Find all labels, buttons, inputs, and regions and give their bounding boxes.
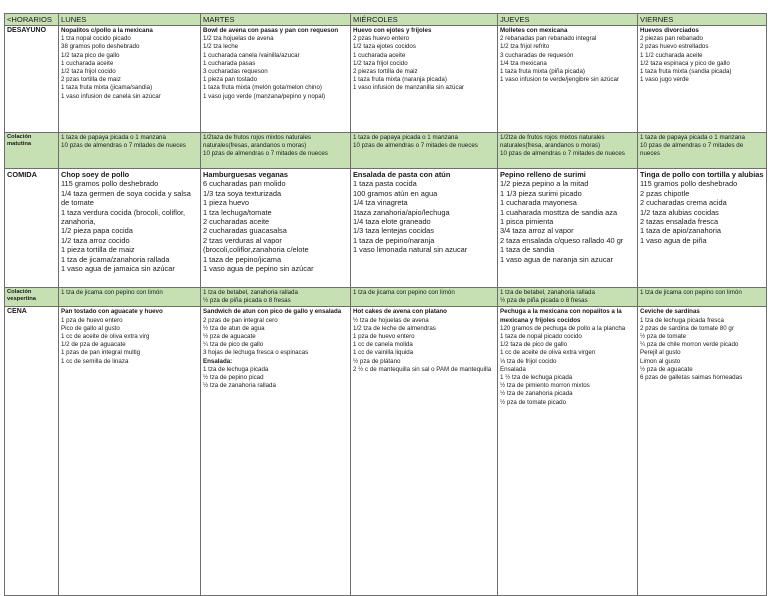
ingredient-line: 1 taza de papaya picada o 1 manzana [353, 134, 458, 141]
ingredient-line: 1 pieza huevo [203, 198, 250, 208]
ingredient-line: 1taza zanahoria/apio/lechuga [353, 207, 450, 217]
meal-cell [638, 288, 767, 307]
ingredient-line: 1 tza de jicama con pepino con limón [353, 289, 455, 296]
ingredient-line: 1 1/2 cucharada aceite [640, 51, 703, 59]
meal-time-label: CENA [5, 307, 59, 596]
meal-cell [59, 133, 201, 169]
ingredient-line: 2 pzas huevo entero [353, 35, 410, 43]
dish-title: Tinga de pollo con tortilla y alubias [640, 170, 764, 179]
ingredient-line: 2 tazas ensalada fresca [640, 217, 719, 227]
ingredient-line: 1 ½ tza de lechuga picada [500, 374, 573, 382]
dish-title: Huevos divorciados [640, 27, 699, 34]
ingredient-line: 1/2 tza hojuelas de avena [203, 35, 274, 43]
ingredient-line: 1 vaso infusion de canela sin azúcar [61, 92, 161, 100]
header-day-monday: LUNES [59, 14, 201, 26]
header-day-friday: VIERNES [638, 14, 767, 26]
meal-time-label: Colación vespertina [5, 288, 59, 307]
ingredient-line: 1 vaso agua de naranja sin azucar [500, 254, 613, 264]
ingredient-line: 1 vaso jugo verde [640, 76, 689, 84]
ingredient-line: ¼ tza de pico de gallo [203, 341, 264, 349]
ingredient-line: 1 tza de jicama con pepino con limón [61, 289, 163, 296]
ingredient-line: 115 gramos pollo deshebrado [61, 179, 159, 189]
ingredient-line: 2 tzas verduras al vapor (brocoli,coliflor,zanahoria c/elote [203, 235, 309, 255]
ingredient-line: 1 tza de jicama/zanahoria rallada [61, 254, 170, 264]
ingredient-line: 1 pzas de pan integral multig [61, 349, 141, 357]
ingredient-line: 3 cucharadas de requesón [500, 51, 574, 59]
dish-title: Huevo con ejotes y frijoles [353, 27, 432, 34]
dish-title: Bowl de avena con pasas y pan con requeson [203, 27, 339, 34]
ingredient-line: 1 tza nopal cocido picado [61, 35, 131, 43]
ingredient-line: 1/3 tza soya texturizada [203, 188, 282, 198]
ingredient-line: ½ tza de atun de agua [203, 324, 265, 332]
ingredient-line: 1/2 pieza papa cocida [61, 226, 133, 236]
ingredient-line: 38 gramos pollo deshebrado [61, 43, 140, 51]
ingredient-line: ½ pza de piña picada o 8 fresas [500, 297, 588, 305]
dish-title: Nopalitos c/pollo a la mexicana [61, 27, 153, 34]
ingredient-line: 1 pieza pan tostado [203, 76, 258, 84]
meal-cell [351, 169, 498, 288]
ingredient-line: 2 taza ensalada c/queso rallado 40 gr [500, 235, 624, 245]
dish-title: Pechuga a la mexicana con nopalitos a la mexicana y frijoles cocidos [500, 308, 622, 324]
ingredient-line: Ensalada [500, 365, 526, 373]
ingredient-line: Limon al gusto [640, 357, 681, 365]
ingredient-line: 1/2 tza de leche de almendras [353, 324, 436, 332]
ingredient-line: 1 cucharada aceite [61, 59, 114, 67]
ingredient-line: 6 pzas de galletas saimas horneadas [640, 374, 743, 382]
ingredient-line: 1 taza fruta mixta (piña picada) [500, 68, 585, 76]
ingredient-line: 2 piezas pan rebanado [640, 35, 703, 43]
ingredient-line: 2 rebanadas pan rebanado integral [500, 35, 597, 43]
header-row [5, 14, 767, 26]
ingredient-line: 2 piezas tortilla de maiz [353, 68, 418, 76]
ingredient-line: 1 vaso infusion de manzanilla sin azúcar [353, 84, 465, 92]
lunch-row [5, 169, 767, 288]
ingredient-line: 2 pzas huevo estrellados [640, 43, 709, 51]
meal-cell [201, 288, 351, 307]
ingredient-line: 1 vaso limonada natural sin azucar [353, 245, 468, 255]
ingredient-line: 2 cucharadas aceite [203, 217, 270, 227]
dish-title: Pan tostado con aguacate y huevo [61, 308, 163, 316]
ingredient-line: 1 vaso agua de piña [640, 235, 707, 245]
ingredient-line: 1 taza de pepino/naranja [353, 235, 435, 245]
ingredient-line: 1 taza fruta mixta (naranja picada) [353, 76, 447, 84]
ingredient-line: ½ pza de plátano [353, 357, 401, 365]
ingredient-line: 1 vaso jugo verde (manzana/pepino y nopal) [203, 92, 326, 100]
header-day-wednesday: MIÉRCOLES [351, 14, 498, 26]
ingredient-line: 1/2 taza frijol cocido [61, 68, 116, 76]
header-day-thursday: JUEVES [498, 14, 638, 26]
ingredient-line: 1 vaso agua de jamaica sin azúcar [61, 264, 175, 274]
ingredient-line: 10 pzas de almendras o 7 mitades de nueces [203, 150, 328, 158]
dish-title: Ensalada de pasta con atún [353, 170, 451, 179]
ingredient-line: 1 vaso infusion te verde/jengibre sin azúcar [500, 76, 620, 84]
meal-cell [59, 288, 201, 307]
ingredient-line: 1/2 taza ejotes cocidos [353, 43, 416, 51]
ingredient-line: 1 cc de aceite de oliva extra virgen [500, 349, 596, 357]
meal-cell [59, 26, 201, 133]
meal-cell [638, 169, 767, 288]
dish-title: Ceviche de sardinas [640, 308, 700, 316]
ingredient-line: 1 cucharada canela /vainilla/azucar [203, 51, 300, 59]
meal-plan-table [4, 13, 767, 596]
ingredient-line: 1 taza de papaya picada o 1 manzana [640, 134, 745, 141]
ingredient-line: 1/2 tza leche [203, 43, 239, 51]
dish-title: Sandwich de atun con pico de gallo y ensalada [203, 308, 342, 316]
ingredient-line: 1/4 tza vinagreta [353, 198, 408, 208]
ingredient-line: 10 pzas de almendras o 7 mitades de nueces [500, 150, 625, 158]
afternoon-snack-row [5, 288, 767, 307]
ingredient-line: 1 1/3 pieza surimi picado [500, 188, 582, 198]
ingredient-line: 1 tza de lechuga picada fresca [640, 316, 724, 324]
meal-time-label: DESAYUNO [5, 26, 59, 133]
ingredient-line: 115 gramos pollo deshebrado [640, 179, 738, 189]
ingredient-line: 1/4 taza elote graneado [353, 217, 431, 227]
ingredient-line: 1 taza de pepino/jicama [203, 254, 282, 264]
ingredient-line: ½ pza de tomate picado [500, 398, 567, 406]
ingredient-line: 1 vaso agua de pepino sin azúcar [203, 264, 314, 274]
ingredient-line: 6 cucharadas pan molido [203, 179, 286, 189]
ingredient-line: 1 cuaharada mosttza de sandia aza [500, 207, 618, 217]
ingredient-line: ½ pza de tomate [640, 333, 687, 341]
meal-cell [351, 288, 498, 307]
ingredient-line: ½ tza de zanahoria rallada [203, 382, 276, 390]
ingredient-line: 2 pzas chipotle [640, 188, 690, 198]
ingredient-line: 1/2 pieza pepino a la mitad [500, 179, 589, 189]
ingredient-line: 1/2 taza espinaca y pico de gallo [640, 59, 730, 67]
ingredient-line: 1 pza de huevo entero [353, 333, 415, 341]
ingredient-line: 1/2 taza alubias cocidas [640, 207, 719, 217]
ingredient-line: ½ pza de aguacate [640, 365, 693, 373]
ingredient-line: 1 tza de betabel, zanahoria rallada [500, 289, 595, 296]
dish-title: Molletes con mexicana [500, 27, 568, 34]
ingredient-line: 1/2 taza de pico de gallo [500, 341, 568, 349]
ingredient-line: 1 tza de betabel, zanahoria rallada [203, 289, 298, 296]
meal-cell [201, 133, 351, 169]
ingredient-line: 1/4 taza germen de soya cocida y salsa de tomate [61, 188, 191, 208]
ingredient-line: 1/2 taza arroz cocido [61, 235, 130, 245]
ingredient-line: ½ pza de aguacate [203, 333, 256, 341]
morning-snack-row [5, 133, 767, 169]
ingredient-line: ⅓ tza de frijol cocido [500, 357, 557, 365]
meal-cell [638, 133, 767, 169]
ingredient-line: 1 cucharada pasas [203, 59, 256, 67]
ingredient-line: 1 taza de sandia [500, 245, 555, 255]
ingredient-line: 100 gramos atún en agua [353, 188, 438, 198]
ingredient-line: 1 taza de apio/zanahoria [640, 226, 721, 236]
ingredient-line: 1/2taza de frutos rojos mixtos naturales naturales(fresas, arandanos o moras) [203, 134, 311, 150]
header-day-tuesday: MARTES [201, 14, 351, 26]
meal-cell [498, 133, 638, 169]
meal-cell [201, 26, 351, 133]
ingredient-line: 1 taza verdura cocida (brocoli, coliflor, zanahoria, [61, 207, 186, 227]
meal-cell [351, 26, 498, 133]
ingredient-line: 1 taza fruta mixta (melón gota/melon chino) [203, 84, 322, 92]
ingredient-line: 1 taza de nopal picado cocido [500, 333, 582, 341]
ingredient-line: ½ tza de pepino picad [203, 374, 264, 382]
dish-title: Pepino relleno de surimi [500, 170, 586, 179]
ingredient-line: 1 taza fruta mixta (sandia picada) [640, 68, 732, 76]
ingredient-line: 1 cc de aceite de oliva extra virg [61, 333, 150, 341]
ingredient-line: 10 pzas de almendras o 7 mitades de nueces [61, 142, 186, 150]
ingredient-line: 1/2 taza frijol cocido [353, 59, 408, 67]
ingredient-line: 1/2 tza frijol refrito [500, 43, 550, 51]
ingredient-line: 3 hojas de lechuga fresca o espinacas [203, 349, 309, 357]
meal-time-label: Colación matutina [5, 133, 59, 169]
ingredient-line: Perejil al gusto [640, 349, 681, 357]
ingredient-line: 2 pzas de pan integral cero [203, 316, 278, 324]
meal-cell [638, 307, 767, 596]
meal-cell [498, 26, 638, 133]
ingredient-line: 2 cucharadas crema acida [640, 198, 727, 208]
ingredient-line: 2 ½ c de mantequilla sin sal o PAM de mantequilla [353, 365, 492, 373]
ingredient-line: 120 gramos de pechuga de pollo a la plancha [500, 324, 626, 332]
ingredient-line: ½ pza de piña picada o 8 fresas [203, 297, 291, 305]
meal-cell [59, 169, 201, 288]
ingredient-line: 1 cucharada mayonesa [500, 198, 577, 208]
meal-cell [201, 169, 351, 288]
ingredient-line: 1/4 tza mexicana [500, 59, 547, 67]
ingredient-line: ½ tza de pimiento morron mixtos [500, 382, 590, 390]
meal-time-label: COMIDA [5, 169, 59, 288]
ingredient-line: 2 cucharadas guacasalsa [203, 226, 287, 236]
ingredient-line: 1 cucharada aceite [353, 51, 406, 59]
ingredient-line: 1 tza lechuga/tomate [203, 207, 272, 217]
ingredient-line: 2 pzas tortilla de maiz [61, 76, 121, 84]
meal-cell [351, 307, 498, 596]
ingredient-line: 1 tza de jicama con pepino con limón [640, 289, 742, 296]
dish-title: Hot cakes de avena con platano [353, 308, 447, 316]
ingredient-line: ½ tza de hojuelas de avena [353, 316, 429, 324]
ingredient-line: 1 taza de papaya picada o 1 manzana [61, 134, 166, 141]
meal-cell [351, 133, 498, 169]
ingredient-line: 1 cc de vainilla liquida [353, 349, 414, 357]
ingredient-line: 1 tza de lechuga picada [203, 365, 269, 373]
meal-cell [498, 288, 638, 307]
ingredient-line: 2 pzas de sardina de tomate 80 gr [640, 324, 734, 332]
header-corner: <HORARIOS [5, 14, 59, 26]
ingredient-line: 1 taza fruta mixta (jicama/sandia) [61, 84, 153, 92]
ingredient-line: 10 pzas de almendras o 7 mitades de nueces [640, 142, 744, 158]
ingredient-line: 1 cc de semilla de linaza [61, 357, 129, 365]
meal-cell [59, 307, 201, 596]
ingredient-line: ¼ pza de chile morron verde picado [640, 341, 739, 349]
dish-title: Chop soey de pollo [61, 170, 130, 179]
dinner-row [5, 307, 767, 596]
ingredient-line: ½ tza de zanahoria picada [500, 390, 573, 398]
ingredient-line: Pico de gallo al gusto [61, 324, 120, 332]
breakfast-row [5, 26, 767, 133]
ingredient-line: 1 taza pasta cocida [353, 179, 417, 189]
ingredient-line: 1/2tza de frutos rojos mixtos naturales naturales(fresa, arandanos o moras) [500, 134, 605, 150]
ingredient-line: 3/4 taza arroz al vapor [500, 226, 574, 236]
dish-title: Hamburguesas veganas [203, 170, 289, 179]
ingredient-line: 3 cucharadas requeson [203, 68, 268, 76]
ingredient-line: 1 pisca pimienta [500, 217, 554, 227]
meal-cell [498, 169, 638, 288]
ingredient-line: 1/3 taza lentejas cocidas [353, 226, 434, 236]
meal-cell [638, 26, 767, 133]
ingredient-line: 10 pzas de almendras o 7 mitades de nueces [353, 142, 478, 150]
section-subtitle: Ensalada: [203, 357, 233, 365]
ingredient-line: 1/2 taza pico de gallo [61, 51, 120, 59]
ingredient-line: 1 cc de canela molida [353, 341, 413, 349]
ingredient-line: 1 pieza tortilla de maiz [61, 245, 135, 255]
ingredient-line: 1 pza de huevo entero [61, 316, 123, 324]
ingredient-line: 1/2 de pza de aguacate [61, 341, 126, 349]
meal-cell [498, 307, 638, 596]
meal-cell [201, 307, 351, 596]
